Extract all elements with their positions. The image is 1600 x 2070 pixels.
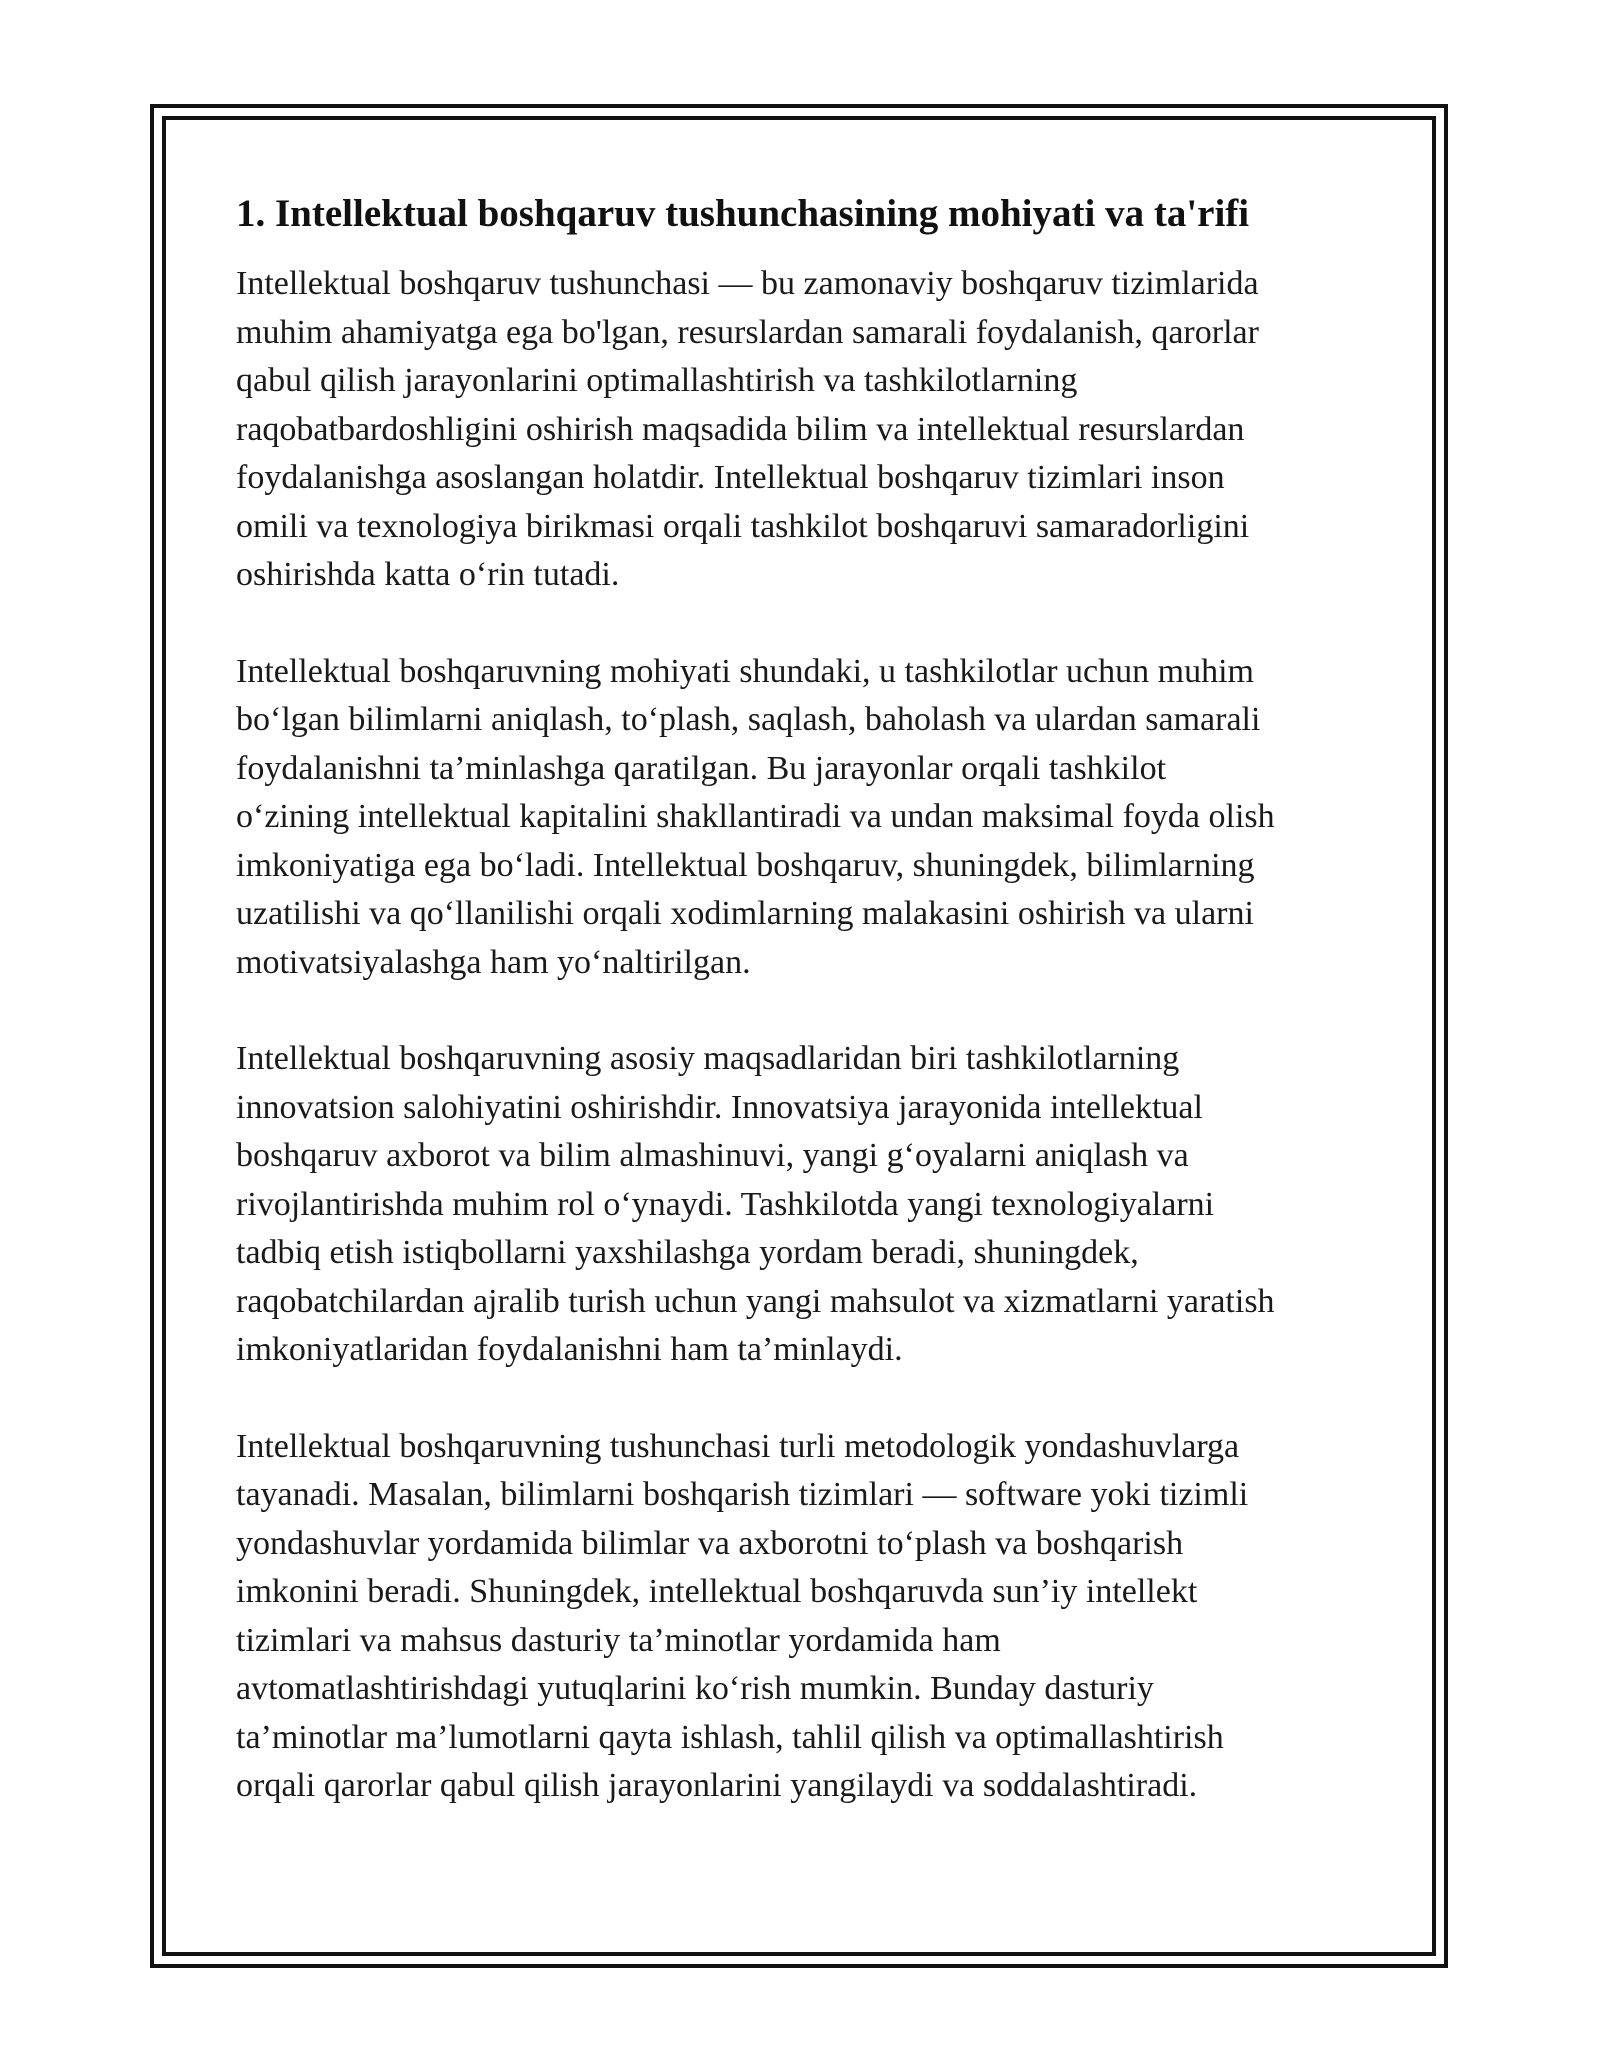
paragraph-2: Intellektual boshqaruvning mohiyati shundaki, u tashkilotlar uchun muhim boʻlgan bilimlarni aniqlash, toʻplash, saqlash, baholash va ulardan samarali foydalanishni ta’minlashga qaratilgan. Bu jarayonlar orqali tashkilot oʻzining intellektual kapitalini shakllantiradi va undan maksimal foyda olish imkoniyatiga ega boʻladi. Intellektual boshqaruv, shuningdek, bilimlarning uzatilishi va qoʻllanilishi orqali xodimlarning malakasini oshirish va ularni motivatsiyalashga ham yoʻnaltirilgan.	[236, 652, 1275, 981]
paragraph-1: Intellektual boshqaruv tushunchasi — bu zamonaviy boshqaruv tizimlarida muhim ahamiyatga ega bo'lgan, resurslardan samarali foydalanish, qarorlar qabul qilish jarayonlarini optimallashtirish va tashkilotlarning raqobatbardoshligini oshirish maqsadida bilim va intellektual resurslardan foydalanishga asoslangan holatdir. Intellektual boshqaruv tizimlari inson omili va texnologiya birikmasi orqali tashkilot boshqaruvi samaradorligini oshirishda katta oʻrin tutadi.	[236, 265, 1259, 593]
paragraph-4: Intellektual boshqaruvning tushunchasi turli metodologik yondashuvlarga tayanadi. Masalan, bilimlarni boshqarish tizimlari — software yoki tizimli yondashuvlar yordamida bilimlar va axborotni toʻplash va boshqarish imkonini beradi. Shuningdek, intellektual boshqaruvda sun’iy intellekt tizimlari va mahsus dasturiy ta’minotlar yordamida ham avtomatlashtirishdagi yutuqlarini koʻrish mumkin. Bunday dasturiy ta’minotlar ma’lumotlarni qayta ishlash, tahlil qilish va optimallashtirish orqali qarorlar qabul qilish jarayonlarini yangilaydi va soddalashtiradi.	[236, 1427, 1249, 1804]
section-heading: 1. Intellektual boshqaruv tushunchasining mohiyati va ta'rifi	[236, 192, 1250, 235]
paragraph-3: Intellektual boshqaruvning asosiy maqsadlaridan biri tashkilotlarning innovatsion salohiyatini oshirishdir. Innovatsiya jarayonida intellektual boshqaruv axborot va bilim almashinuvi, yangi gʻoyalarni aniqlash va rivojlantirishda muhim rol oʻynaydi. Tashkilotda yangi texnologiyalarni tadbiq etish istiqbollarni yaxshilashga yordam beradi, shuningdek, raqobatchilardan ajralib turish uchun yangi mahsulot va xizmatlarni yaratish imkoniyatlaridan foydalanishni ham ta’minlaydi.	[236, 1040, 1275, 1368]
document-content	[236, 186, 1376, 1811]
